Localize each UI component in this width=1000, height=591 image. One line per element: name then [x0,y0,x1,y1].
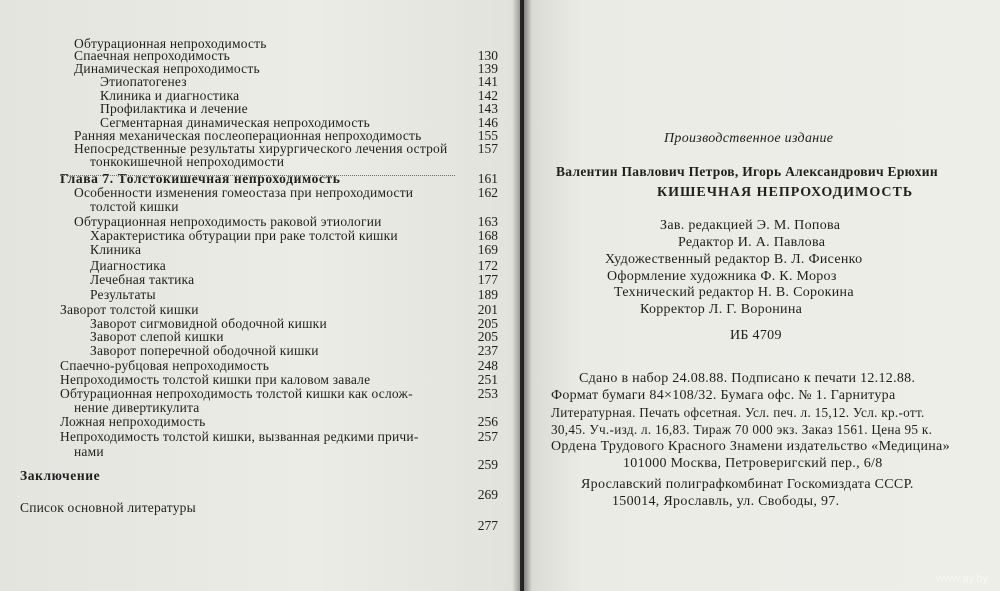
chapter-heading: Глава 7. Толстокишечная непроходимость [60,171,341,186]
toc-page-number: 155 [477,128,498,143]
toc-page-number: 257 [477,429,498,444]
print-info-line: Литературная. Печать офсетная. Усл. печ. л. 15,12. Усл. кр.-отт. [551,405,925,420]
toc-page-number: 168 [477,228,498,243]
toc-page-number: 248 [477,358,498,373]
ib-number: ИБ 4709 [730,328,782,343]
toc-page-number: 130 [477,48,498,63]
toc-entry: Лечебная тактика [90,272,195,287]
staff-line: Технический редактор Н. В. Сорокина [614,285,854,300]
toc-entry: нение дивертикулита [74,400,200,415]
toc-page-number: 259 [477,457,498,472]
toc-entry: толстой кишки [90,199,179,214]
toc-entry: Сегментарная динамическая непроходимость [100,115,370,130]
toc-entry: Диагностика [90,258,166,273]
toc-page-number: 277 [477,518,498,533]
printer-address: 150014, Ярославль, ул. Свободы, 97. [612,494,840,509]
toc-entry: Динамическая непроходимость [74,61,260,76]
toc-page-number: 141 [477,74,498,89]
book-gutter [512,0,532,591]
toc-entry: Обтурационная непроходимость раковой этиологии [74,214,382,229]
toc-page-number: 139 [477,61,498,76]
toc-page-number: 189 [477,287,498,302]
book-title: КИШЕЧНАЯ НЕПРОХОДИМОСТЬ [657,185,914,200]
toc-page-number: 251 [477,372,498,387]
toc-page-number: 163 [477,214,498,229]
toc-entry: Непроходимость толстой кишки, вызванная редкими причи- [60,429,419,444]
staff-line: Художественный редактор В. Л. Фисенко [605,252,863,267]
chapter-divider [60,175,455,176]
toc-page-number: 142 [477,88,498,103]
toc-entry: Профилактика и лечение [100,101,248,116]
toc-entry: Ложная непроходимость [60,414,206,429]
toc-entry: Заворот толстой кишки [60,302,199,317]
toc-page-number: 237 [477,343,498,358]
toc-entry: Заворот поперечной ободочной кишки [90,343,319,358]
toc-entry: Характеристика обтурации при раке толстой кишки [90,228,398,243]
print-info-line: Формат бумаги 84×108/32. Бумага офс. № 1. Гарнитура [551,388,896,403]
printer-line: Ярославский полиграфкомбинат Госкомиздата СССР. [581,477,914,492]
watermark: www.ay.by [936,573,988,585]
print-info-line: Сдано в набор 24.08.88. Подписано к печати 12.12.88. [579,371,916,386]
toc-page-number: 201 [477,302,498,317]
staff-line: Корректор Л. Г. Воронина [640,302,803,317]
toc-page-number: 177 [477,272,498,287]
toc-page-number: 161 [477,171,498,186]
toc-entry: Особенности изменения гомеостаза при непроходимости [74,185,414,200]
toc-page-number: 169 [477,242,498,257]
toc-page-number: 172 [477,258,498,273]
staff-line: Зав. редакцией Э. М. Попова [660,218,841,233]
staff-line: Оформление художника Ф. К. Мороз [607,269,837,284]
toc-entry: нами [74,444,104,459]
toc-page-number: 205 [477,329,498,344]
toc-entry: Клиника [90,242,142,257]
toc-page-number: 146 [477,115,498,130]
edition-type: Производственное издание [664,131,834,146]
toc-entry: Заворот слепой кишки [90,329,224,344]
toc-entry: Результаты [90,287,156,302]
toc-page-number: 269 [477,487,498,502]
book-authors: Валентин Павлович Петров, Игорь Александрович Ерюхин [556,164,938,179]
toc-page-number: 162 [477,185,498,200]
toc-entry: Этиопатогенез [100,74,187,89]
toc-page-number: 143 [477,101,498,116]
toc-page-number: 253 [477,386,498,401]
toc-page-number: 157 [477,141,498,156]
toc-entry: Непосредственные результаты хирургического лечения острой [74,141,448,156]
toc-page-number: 256 [477,414,498,429]
publisher-address: 101000 Москва, Петроверигский пер., 6/8 [623,456,883,471]
toc-page-number: 205 [477,316,498,331]
toc-entry: Спаечная непроходимость [74,48,231,63]
toc-entry: Ранняя механическая послеоперационная непроходимость [74,128,422,143]
toc-entry: Клиника и диагностика [100,88,240,103]
toc-entry: Обтурационная непроходимость [74,36,267,51]
toc-entry: Спаечно-рубцовая непроходимость [60,358,270,373]
toc-entry: Список основной литературы [20,500,196,515]
toc-entry: Обтурационная непроходимость толстой кишки как ослож- [60,386,413,401]
toc-entry: Заворот сигмовидной ободочной кишки [90,316,327,331]
toc-entry: тонкокишечной непроходимости [90,154,285,169]
toc-entry: Заключение [20,468,101,483]
print-info-line: 30,45. Уч.-изд. л. 16,83. Тираж 70 000 экз. Заказ 1561. Цена 95 к. [551,422,933,437]
toc-entry: Непроходимость толстой кишки при каловом завале [60,372,371,387]
staff-line: Редактор И. А. Павлова [678,235,826,250]
publisher-line: Ордена Трудового Красного Знамени издательство «Медицина» [551,439,950,454]
